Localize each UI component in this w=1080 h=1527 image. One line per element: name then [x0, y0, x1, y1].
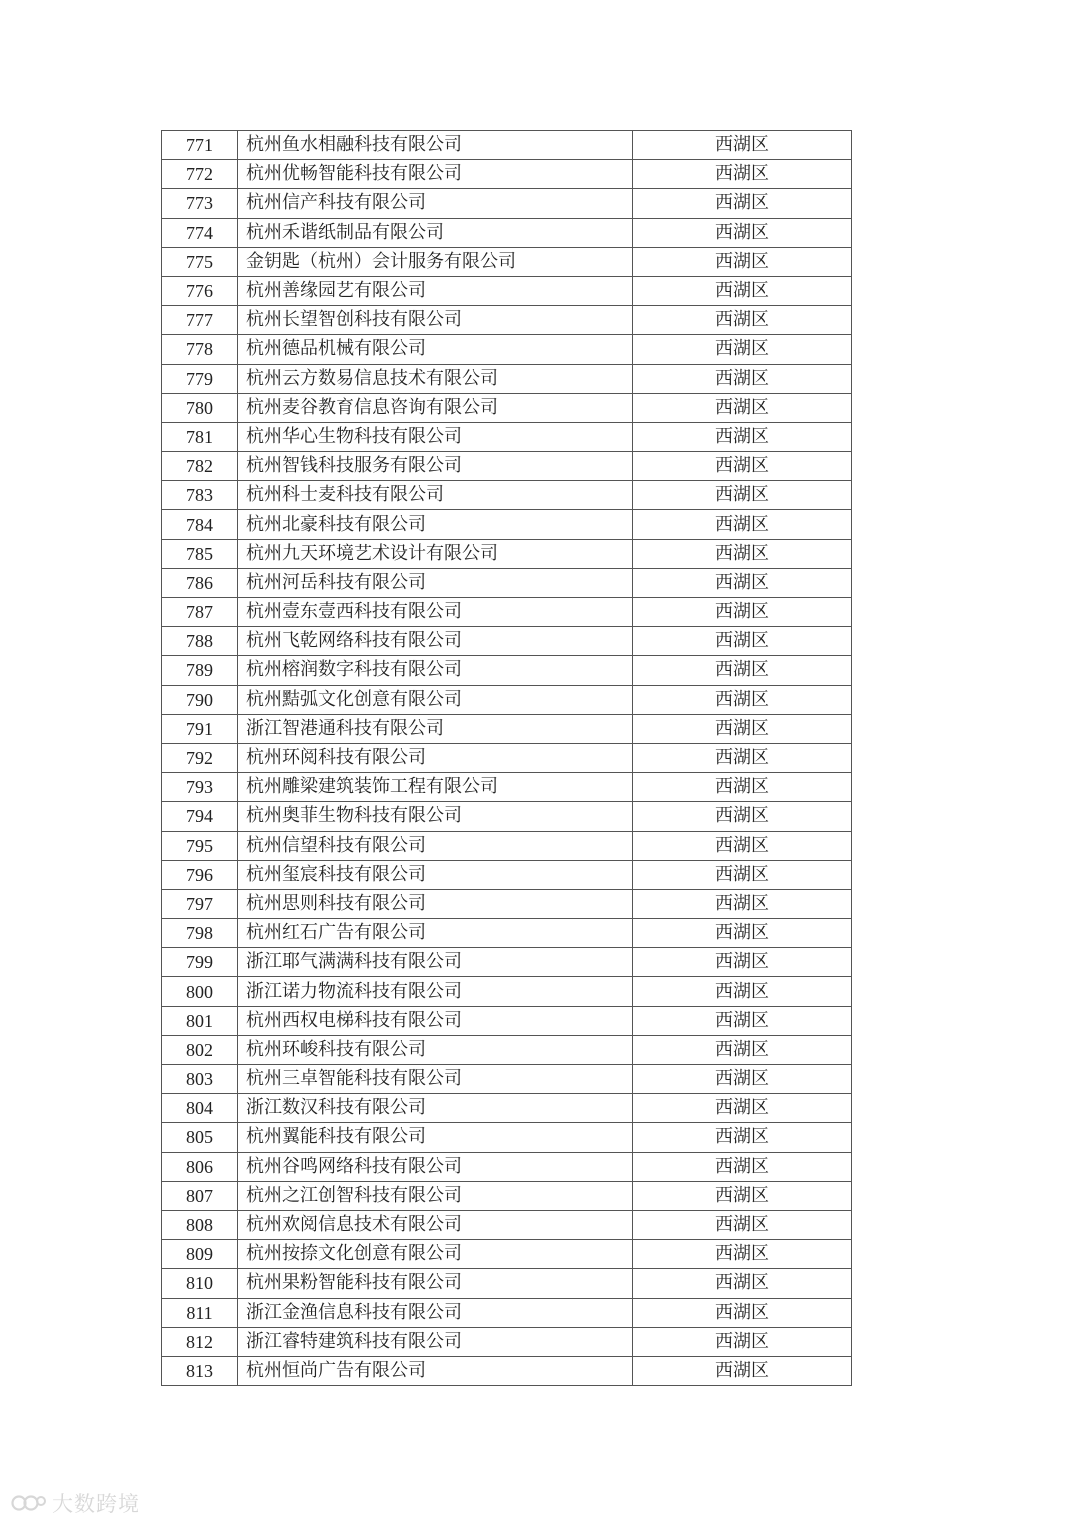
district-cell: 西湖区 — [633, 131, 852, 160]
table-row — [162, 743, 852, 772]
table-row — [162, 919, 852, 948]
table-row — [162, 189, 852, 218]
table-row — [162, 598, 852, 627]
table-row — [162, 568, 852, 597]
company-name-cell: 杭州长望智创科技有限公司 — [238, 306, 633, 335]
table-row — [162, 1006, 852, 1035]
district-cell: 西湖区 — [633, 481, 852, 510]
company-name-cell: 杭州善缘园艺有限公司 — [238, 276, 633, 305]
row-number-cell: 793 — [162, 773, 238, 802]
district-cell: 西湖区 — [633, 1327, 852, 1356]
table-row — [162, 627, 852, 656]
row-number-cell: 782 — [162, 452, 238, 481]
table-row — [162, 306, 852, 335]
table-row — [162, 714, 852, 743]
row-number-cell: 786 — [162, 568, 238, 597]
row-number-cell: 811 — [162, 1298, 238, 1327]
district-cell: 西湖区 — [633, 247, 852, 276]
district-cell: 西湖区 — [633, 948, 852, 977]
company-name-cell: 杭州黠弧文化创意有限公司 — [238, 685, 633, 714]
district-cell: 西湖区 — [633, 1181, 852, 1210]
table-row — [162, 452, 852, 481]
table-row — [162, 247, 852, 276]
company-name-cell: 杭州欢阅信息技术有限公司 — [238, 1210, 633, 1239]
district-cell: 西湖区 — [633, 656, 852, 685]
company-name-cell: 杭州榕润数字科技有限公司 — [238, 656, 633, 685]
district-cell: 西湖区 — [633, 335, 852, 364]
district-cell: 西湖区 — [633, 306, 852, 335]
company-name-cell: 杭州恒尚广告有限公司 — [238, 1356, 633, 1385]
row-number-cell: 787 — [162, 598, 238, 627]
company-name-cell: 杭州华心生物科技有限公司 — [238, 422, 633, 451]
district-cell: 西湖区 — [633, 773, 852, 802]
district-cell: 西湖区 — [633, 627, 852, 656]
company-name-cell: 杭州西权电梯科技有限公司 — [238, 1006, 633, 1035]
table-row — [162, 1240, 852, 1269]
row-number-cell: 808 — [162, 1210, 238, 1239]
row-number-cell: 802 — [162, 1035, 238, 1064]
table-row — [162, 335, 852, 364]
district-cell: 西湖区 — [633, 977, 852, 1006]
company-name-cell: 杭州果粉智能科技有限公司 — [238, 1269, 633, 1298]
row-number-cell: 805 — [162, 1123, 238, 1152]
table-row — [162, 889, 852, 918]
table-row — [162, 1269, 852, 1298]
table-row — [162, 481, 852, 510]
company-name-cell: 杭州鱼水相融科技有限公司 — [238, 131, 633, 160]
district-cell: 西湖区 — [633, 189, 852, 218]
row-number-cell: 774 — [162, 218, 238, 247]
company-name-cell: 杭州河岳科技有限公司 — [238, 568, 633, 597]
district-cell: 西湖区 — [633, 1094, 852, 1123]
row-number-cell: 781 — [162, 422, 238, 451]
district-cell: 西湖区 — [633, 1356, 852, 1385]
company-name-cell: 金钥匙（杭州）会计服务有限公司 — [238, 247, 633, 276]
company-name-cell: 杭州壹东壹西科技有限公司 — [238, 598, 633, 627]
district-cell: 西湖区 — [633, 1152, 852, 1181]
company-name-cell: 浙江睿特建筑科技有限公司 — [238, 1327, 633, 1356]
company-name-cell: 杭州九天环境艺术设计有限公司 — [238, 539, 633, 568]
district-cell: 西湖区 — [633, 919, 852, 948]
company-name-cell: 杭州翼能科技有限公司 — [238, 1123, 633, 1152]
company-name-cell: 杭州科士麦科技有限公司 — [238, 481, 633, 510]
row-number-cell: 797 — [162, 889, 238, 918]
watermark-text: 大数跨境 — [52, 1492, 140, 1516]
company-name-cell: 杭州麦谷教育信息咨询有限公司 — [238, 393, 633, 422]
company-name-cell: 浙江数汉科技有限公司 — [238, 1094, 633, 1123]
table-row — [162, 422, 852, 451]
company-name-cell: 浙江金渔信息科技有限公司 — [238, 1298, 633, 1327]
row-number-cell: 810 — [162, 1269, 238, 1298]
company-name-cell: 杭州德品机械有限公司 — [238, 335, 633, 364]
table-row — [162, 1210, 852, 1239]
row-number-cell: 813 — [162, 1356, 238, 1385]
company-name-cell: 杭州信望科技有限公司 — [238, 831, 633, 860]
company-name-cell: 杭州禾谐纸制品有限公司 — [238, 218, 633, 247]
table-row — [162, 160, 852, 189]
company-name-cell: 杭州飞乾网络科技有限公司 — [238, 627, 633, 656]
row-number-cell: 776 — [162, 276, 238, 305]
row-number-cell: 773 — [162, 189, 238, 218]
district-cell: 西湖区 — [633, 802, 852, 831]
table-row — [162, 364, 852, 393]
table-row — [162, 948, 852, 977]
row-number-cell: 792 — [162, 743, 238, 772]
company-name-cell: 浙江诺力物流科技有限公司 — [238, 977, 633, 1006]
district-cell: 西湖区 — [633, 568, 852, 597]
row-number-cell: 783 — [162, 481, 238, 510]
row-number-cell: 777 — [162, 306, 238, 335]
company-name-cell: 杭州信产科技有限公司 — [238, 189, 633, 218]
row-number-cell: 779 — [162, 364, 238, 393]
row-number-cell: 801 — [162, 1006, 238, 1035]
row-number-cell: 785 — [162, 539, 238, 568]
table-row — [162, 656, 852, 685]
company-name-cell: 杭州环阅科技有限公司 — [238, 743, 633, 772]
district-cell: 西湖区 — [633, 1210, 852, 1239]
district-cell: 西湖区 — [633, 860, 852, 889]
company-name-cell: 杭州智钱科技服务有限公司 — [238, 452, 633, 481]
table-row — [162, 802, 852, 831]
watermark-logo-icon — [10, 1492, 48, 1514]
company-name-cell: 杭州按捺文化创意有限公司 — [238, 1240, 633, 1269]
row-number-cell: 812 — [162, 1327, 238, 1356]
company-name-cell: 杭州奥菲生物科技有限公司 — [238, 802, 633, 831]
row-number-cell: 804 — [162, 1094, 238, 1123]
table-row — [162, 1123, 852, 1152]
district-cell: 西湖区 — [633, 1240, 852, 1269]
row-number-cell: 799 — [162, 948, 238, 977]
district-cell: 西湖区 — [633, 276, 852, 305]
district-cell: 西湖区 — [633, 1269, 852, 1298]
district-cell: 西湖区 — [633, 510, 852, 539]
row-number-cell: 800 — [162, 977, 238, 1006]
district-cell: 西湖区 — [633, 1035, 852, 1064]
company-name-cell: 浙江耶气满满科技有限公司 — [238, 948, 633, 977]
company-name-cell: 杭州玺宸科技有限公司 — [238, 860, 633, 889]
row-number-cell: 789 — [162, 656, 238, 685]
row-number-cell: 778 — [162, 335, 238, 364]
district-cell: 西湖区 — [633, 1298, 852, 1327]
row-number-cell: 807 — [162, 1181, 238, 1210]
district-cell: 西湖区 — [633, 539, 852, 568]
table-row — [162, 1181, 852, 1210]
company-name-cell: 浙江智港通科技有限公司 — [238, 714, 633, 743]
row-number-cell: 794 — [162, 802, 238, 831]
table-row — [162, 1152, 852, 1181]
row-number-cell: 795 — [162, 831, 238, 860]
table-row — [162, 685, 852, 714]
company-name-cell: 杭州之江创智科技有限公司 — [238, 1181, 633, 1210]
table-row — [162, 510, 852, 539]
district-cell: 西湖区 — [633, 422, 852, 451]
row-number-cell: 803 — [162, 1065, 238, 1094]
table-row — [162, 773, 852, 802]
table-row — [162, 831, 852, 860]
table-row — [162, 860, 852, 889]
table-row — [162, 1298, 852, 1327]
district-cell: 西湖区 — [633, 160, 852, 189]
row-number-cell: 784 — [162, 510, 238, 539]
table-row — [162, 1356, 852, 1385]
table-row — [162, 1035, 852, 1064]
row-number-cell: 788 — [162, 627, 238, 656]
district-cell: 西湖区 — [633, 685, 852, 714]
district-cell: 西湖区 — [633, 1123, 852, 1152]
row-number-cell: 791 — [162, 714, 238, 743]
company-table — [161, 130, 852, 1386]
district-cell: 西湖区 — [633, 393, 852, 422]
district-cell: 西湖区 — [633, 452, 852, 481]
row-number-cell: 790 — [162, 685, 238, 714]
row-number-cell: 809 — [162, 1240, 238, 1269]
row-number-cell: 771 — [162, 131, 238, 160]
row-number-cell: 780 — [162, 393, 238, 422]
district-cell: 西湖区 — [633, 364, 852, 393]
table-row — [162, 393, 852, 422]
company-table-body — [162, 131, 852, 1386]
district-cell: 西湖区 — [633, 889, 852, 918]
district-cell: 西湖区 — [633, 598, 852, 627]
table-row — [162, 218, 852, 247]
row-number-cell: 796 — [162, 860, 238, 889]
watermark — [10, 1488, 140, 1518]
table-row — [162, 1094, 852, 1123]
company-name-cell: 杭州北豪科技有限公司 — [238, 510, 633, 539]
company-name-cell: 杭州云方数易信息技术有限公司 — [238, 364, 633, 393]
row-number-cell: 806 — [162, 1152, 238, 1181]
company-name-cell: 杭州优畅智能科技有限公司 — [238, 160, 633, 189]
company-name-cell: 杭州谷鸣网络科技有限公司 — [238, 1152, 633, 1181]
row-number-cell: 775 — [162, 247, 238, 276]
table-row — [162, 977, 852, 1006]
district-cell: 西湖区 — [633, 743, 852, 772]
district-cell: 西湖区 — [633, 1065, 852, 1094]
district-cell: 西湖区 — [633, 714, 852, 743]
company-name-cell: 杭州红石广告有限公司 — [238, 919, 633, 948]
row-number-cell: 798 — [162, 919, 238, 948]
table-row — [162, 1327, 852, 1356]
table-row — [162, 1065, 852, 1094]
district-cell: 西湖区 — [633, 831, 852, 860]
company-name-cell: 杭州环峻科技有限公司 — [238, 1035, 633, 1064]
district-cell: 西湖区 — [633, 1006, 852, 1035]
row-number-cell: 772 — [162, 160, 238, 189]
district-cell: 西湖区 — [633, 218, 852, 247]
company-name-cell: 杭州三卓智能科技有限公司 — [238, 1065, 633, 1094]
table-row — [162, 276, 852, 305]
company-name-cell: 杭州雕梁建筑装饰工程有限公司 — [238, 773, 633, 802]
table-row — [162, 539, 852, 568]
company-name-cell: 杭州思则科技有限公司 — [238, 889, 633, 918]
table-row — [162, 131, 852, 160]
